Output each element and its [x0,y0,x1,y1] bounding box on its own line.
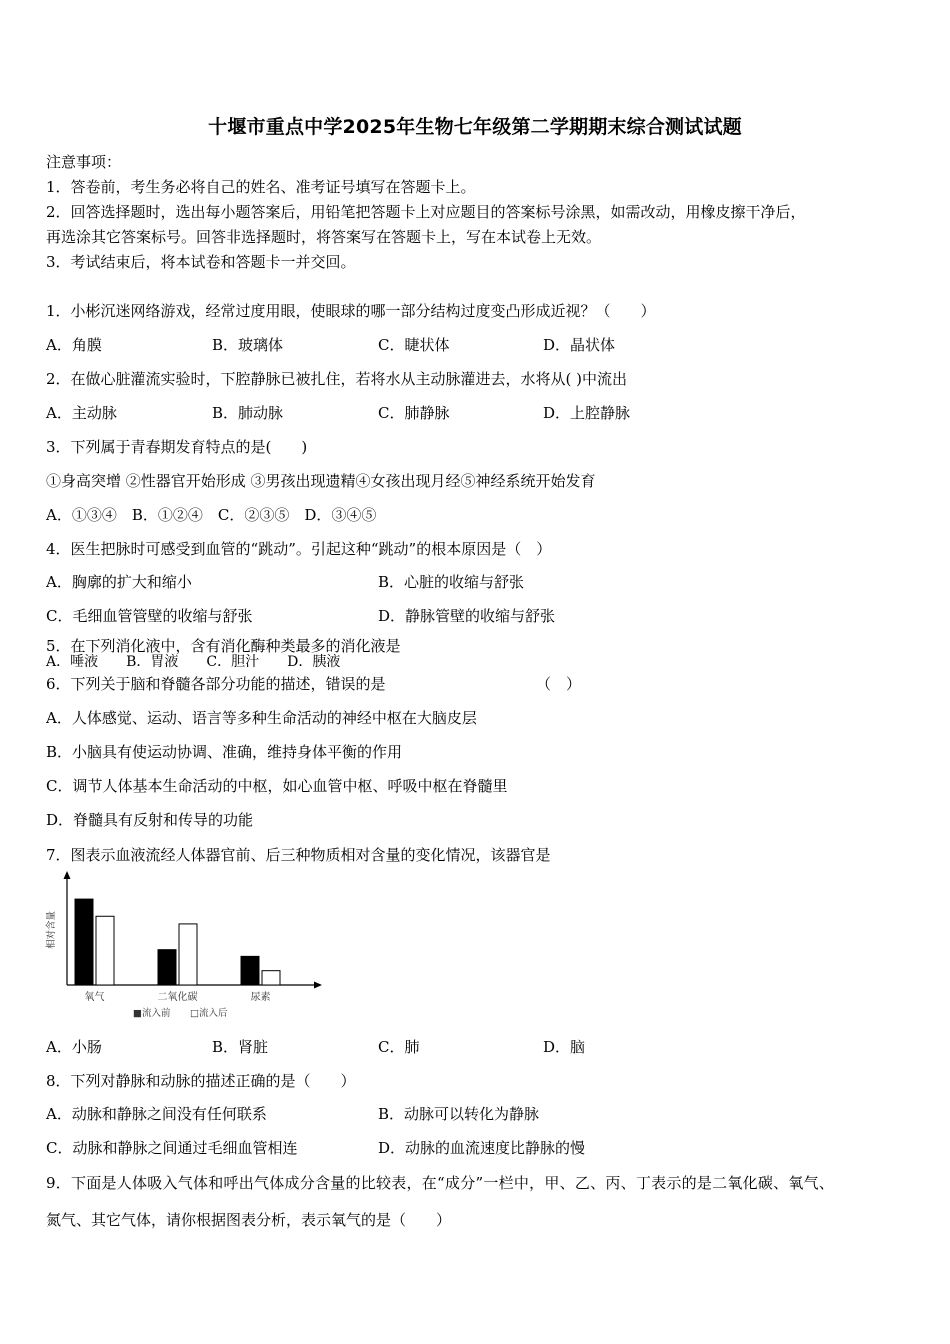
notice-item: 1．答卷前，考生务必将自己的姓名、准考证号填写在答题卡上。 [46,178,476,196]
question-5-options: A．唾液 B．胃液 C．胆汁 D．胰液 [46,654,341,670]
q6-option-b: B．小脑具有使运动协调、准确，维持身体平衡的作用 [46,743,403,761]
q8-option-a: A．动脉和静脉之间没有任何联系 [46,1105,267,1123]
legend-after: □流入后 [190,1008,228,1019]
q4-option-d: D．静脉管壁的收缩与舒张 [378,607,556,625]
question-2-stem: 2．在做心脏灌流实验时，下腔静脉已被扎住，若将水从主动脉灌进去，水将从( )中流出 [46,370,628,388]
q7-option-a: A．小肠 [46,1038,102,1056]
q7-option-b: B．肾脏 [212,1038,269,1056]
q8-option-d: D．动脉的血流速度比静脉的慢 [378,1139,586,1157]
q1-option-a: A．角膜 [46,336,102,354]
x-tick-label: 氧气 [84,992,105,1003]
notice-heading: 注意事项： [46,153,122,171]
q6-option-a: A．人体感觉、运动、语言等多种生命活动的神经中枢在大脑皮层 [46,709,477,727]
question-6-stem: 6．下列关于脑和脊髓各部分功能的描述，错误的是 [46,675,386,693]
q2-option-a: A．主动脉 [46,404,117,422]
q4-option-c: C．毛细血管管壁的收缩与舒张 [46,607,253,625]
bar-group [75,899,280,985]
legend-before: ■流入前 [133,1008,171,1019]
question-3-items: ①身高突增 ②性器官开始形成 ③男孩出现遗精④女孩出现月经⑤神经系统开始发育 [46,472,596,490]
q1-option-d: D．晶状体 [543,336,616,354]
q2-option-b: B．肺动脉 [212,404,284,422]
question-3-stem: 3．下列属于青春期发育特点的是( ) [46,438,308,456]
x-axis-arrow [314,982,322,989]
question-9-stem: 9．下面是人体吸入气体和呼出气体成分含量的比较表，在“成分”一栏中，甲、乙、丙、丁表示的是二氧化碳、氧气、 [46,1174,835,1192]
q4-option-b: B．心脏的收缩与舒张 [378,573,525,591]
notice-item: 2．回答选择题时，选出每小题答案后，用铅笔把答题卡上对应题目的答案标号涂黑，如需改动，用橡皮擦干净后， [46,203,806,221]
bar-after-1 [179,924,197,985]
x-tick-label: 尿素 [250,992,271,1003]
bar-after-0 [96,916,114,985]
q1-option-c: C．睫状体 [378,336,450,354]
question-9-stem-cont: 氮气、其它气体，请你根据图表分析，表示氧气的是（ ） [46,1211,452,1229]
q1-option-b: B．玻璃体 [212,336,284,354]
y-axis-arrow [64,871,71,879]
page-title: 十堰市重点中学2025年生物七年级第二学期期末综合测试试题 [208,116,742,138]
notice-item: 3．考试结束后，将本试卷和答题卡一并交回。 [46,253,356,271]
q6-option-c: C．调节人体基本生命活动的中枢，如心血管中枢、呼吸中枢在脊髓里 [46,777,508,795]
q8-option-b: B．动脉可以转化为静脉 [378,1105,540,1123]
question-4-stem: 4．医生把脉时可感受到血管的“跳动”。引起这种“跳动”的根本原因是（ ） [46,540,552,558]
bar-after-2 [262,971,280,985]
q7-option-d: D．脑 [543,1038,586,1056]
bar-before-1 [158,950,176,985]
x-tick-label: 二氧化碳 [157,992,198,1003]
question-5-stem: 5．在下列消化液中，含有消化酶种类最多的消化液是 [46,637,401,655]
x-tick-labels [85,990,271,1003]
q2-option-d: D．上腔静脉 [543,404,631,422]
question-7-stem: 7．图表示血液流经人体器官前、后三种物质相对含量的变化情况，该器官是 [46,846,551,864]
question-3-options: A．①③④ B．①②④ C．②③⑤ D．③④⑤ [46,506,377,524]
q4-option-a: A．胸廓的扩大和缩小 [46,573,192,591]
notice-item: 再选涂其它答案标号。回答非选择题时，将答案写在答题卡上，写在本试卷上无效。 [46,228,602,246]
y-axis-label: 相对含量 [46,910,57,950]
q7-option-c: C．肺 [378,1038,420,1056]
q2-option-c: C．肺静脉 [378,404,450,422]
question-1-stem: 1．小彬沉迷网络游戏，经常过度用眼，使眼球的哪一部分结构过度变凸形成近视？（ ） [46,302,656,320]
question-6-paren: （ ） [536,675,582,693]
bar-before-2 [241,956,259,985]
blood-substance-bar-chart [40,868,330,1028]
question-8-stem: 8．下列对静脉和动脉的描述正确的是（ ） [46,1072,356,1090]
bar-before-0 [75,899,93,985]
q6-option-d: D．脊髓具有反射和传导的功能 [46,811,254,829]
q8-option-c: C．动脉和静脉之间通过毛细血管相连 [46,1139,298,1157]
